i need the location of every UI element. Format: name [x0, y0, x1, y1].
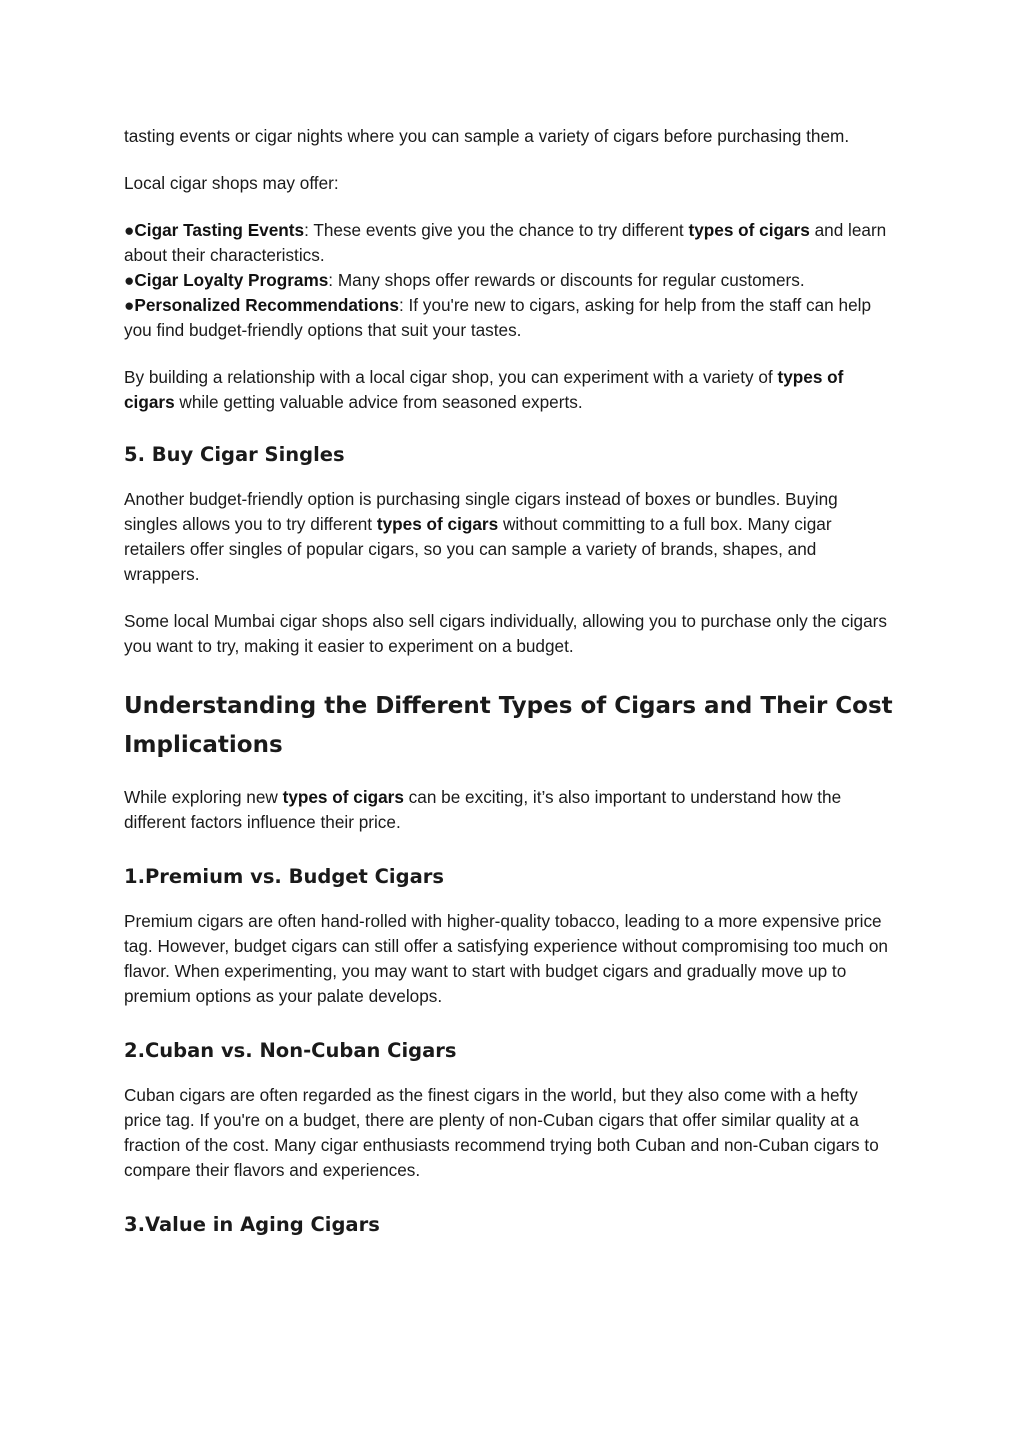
bullet-label: Personalized Recommendations [134, 295, 399, 315]
local-offer-intro: Local cigar shops may offer: [124, 173, 339, 193]
bullet-label: Cigar Loyalty Programs [134, 270, 329, 290]
list-item: ●Cigar Tasting Events: These events give you the chance to try different types of cigars and learn about their characteristics. [124, 220, 887, 265]
heading-buy-singles: 5. Buy Cigar Singles [124, 443, 345, 466]
singles-paragraph-1: Another budget-friendly option is purchasing single cigars instead of boxes or bundles. Buying singles allows you to try different types of cigars without committing to a full box. Many cigar retailers offer singles of popular cigars, so you can sample a variety of brands, shapes, and wrappers. [124, 489, 838, 584]
bullet-label: Cigar Tasting Events [134, 220, 305, 240]
premium-paragraph: Premium cigars are often hand-rolled with higher-quality tobacco, leading to a more expensive price tag. However, budget cigars can still offer a satisfying experience without compromising too much on flavor. When experimenting, you may want to start with budget cigars and gradually move up to premium options as your palate develops. [124, 911, 888, 1006]
intro-continuation: tasting events or cigar nights where you can sample a variety of cigars before purchasing them. [124, 126, 850, 146]
list-item: ●Personalized Recommendations: If you're new to cigars, asking for help from the staff can help you find budget-friendly options that suit your tastes. [124, 295, 872, 340]
keyword-link: types of cigars [376, 514, 499, 534]
bullet-icon: ● [124, 295, 135, 315]
heading-cuban-vs-non-cuban: 2.Cuban vs. Non-Cuban Cigars [124, 1039, 457, 1062]
heading-value-in-aging: 3.Value in Aging Cigars [124, 1213, 380, 1236]
keyword-link: types of cigars [688, 220, 810, 240]
bullet-icon: ● [124, 270, 135, 290]
keyword-link: types of cigars [124, 367, 844, 412]
heading-understanding: Understanding the Different Types of Cigars and Their Cost Implications [124, 693, 893, 758]
understanding-paragraph: While exploring new types of cigars can be exciting, it’s also important to understand how the different factors influence their price. [124, 787, 842, 832]
document-page [124, 124, 894, 1239]
bullet-icon: ● [124, 220, 135, 240]
keyword-link: types of cigars [282, 787, 404, 807]
singles-paragraph-2: Some local Mumbai cigar shops also sell cigars individually, allowing you to purchase only the cigars you want to try, making it easier to experiment on a budget. [124, 611, 887, 656]
cuban-paragraph: Cuban cigars are often regarded as the finest cigars in the world, but they also come with a hefty price tag. If you're on a budget, there are plenty of non-Cuban cigars that offer similar quality at a fraction of the cost. Many cigar enthusiasts recommend trying both Cuban and non-Cuban cigars to compare their flavors and experiences. [124, 1085, 879, 1180]
list-item: ●Cigar Loyalty Programs: Many shops offer rewards or discounts for regular customers. [124, 270, 805, 290]
offer-list [124, 218, 894, 343]
heading-premium-vs-budget: 1.Premium vs. Budget Cigars [124, 865, 444, 888]
relationship-paragraph: By building a relationship with a local cigar shop, you can experiment with a variety of types of cigars while getting valuable advice from seasoned experts. [124, 367, 844, 412]
